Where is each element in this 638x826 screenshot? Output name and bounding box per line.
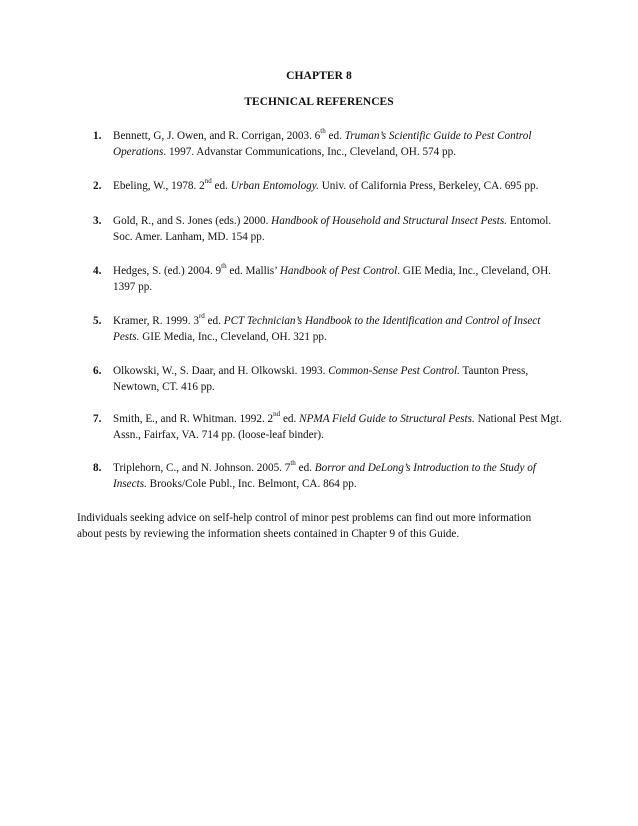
reference-item xyxy=(93,363,563,395)
reference-text: ed. xyxy=(211,180,231,192)
reference-text: ed. xyxy=(325,130,345,142)
reference-title: Truman’s Scientific Guide to Pest Control Operations xyxy=(113,130,532,158)
reference-item xyxy=(93,313,563,345)
reference-text: . 1997. Advanstar Communications, Inc., Cleveland, OH. 574 pp. xyxy=(163,146,457,158)
edition-suffix: nd xyxy=(273,410,281,419)
reference-item xyxy=(93,263,563,295)
reference-text: Entomol. Soc. Amer. Lanham, MD. 154 pp. xyxy=(113,215,552,243)
closing-paragraph: Individuals seeking advice on self-help control of minor pest problems can find out more information about pests by reviewing the information sheets contained in Chapter 9 of this Guide. xyxy=(77,512,532,540)
reference-number: 6. xyxy=(93,365,102,377)
reference-item xyxy=(93,178,563,194)
reference-number: 2. xyxy=(93,180,102,192)
reference-number: 3. xyxy=(93,215,102,227)
reference-title: PCT Technician’s Handbook to the Identification and Control of Insect Pests. xyxy=(113,315,541,343)
reference-text: . GIE Media, Inc., Cleveland, OH. 1397 pp. xyxy=(113,265,551,293)
reference-title: Common-Sense Pest Control. xyxy=(328,365,460,377)
reference-number: 4. xyxy=(93,265,102,277)
reference-title: NPMA Field Guide to Structural Pests. xyxy=(299,413,475,425)
reference-title: Handbook of Household and Structural Insect Pests. xyxy=(271,215,508,227)
reference-item xyxy=(93,128,563,160)
reference-item xyxy=(93,411,563,443)
page-title: TECHNICAL REFERENCES xyxy=(244,96,394,108)
reference-text: Olkowski, W., S. Daar, and H. Olkowski. 1993. xyxy=(113,365,326,377)
reference-text: Smith, E., and R. Whitman. 1992. 2 xyxy=(113,413,274,425)
reference-number: 1. xyxy=(93,130,102,142)
reference-text: Kramer, R. 1999. 3 xyxy=(113,315,199,327)
edition-suffix: th xyxy=(320,127,326,136)
chapter-heading: CHAPTER 8 xyxy=(286,70,352,82)
reference-text: National Pest Mgt. Assn., Fairfax, VA. 714 pp. (loose-leaf binder). xyxy=(113,413,562,441)
reference-text: Gold, R., and S. Jones (eds.) 2000. xyxy=(113,215,269,227)
reference-number: 8. xyxy=(93,462,102,474)
reference-text: GIE Media, Inc., Cleveland, OH. 321 pp. xyxy=(139,331,327,343)
reference-title: Handbook of Pest Control xyxy=(279,265,398,277)
reference-title: Urban Entomology. xyxy=(230,180,319,192)
reference-text: Hedges, S. (ed.) 2004. 9 xyxy=(113,265,222,277)
reference-item xyxy=(93,213,563,245)
reference-number: 7. xyxy=(93,413,102,425)
reference-text: Brooks/Cole Publ., Inc. Belmont, CA. 864 pp. xyxy=(146,478,357,490)
edition-suffix: rd xyxy=(198,312,205,321)
reference-item xyxy=(93,460,563,492)
reference-text: ed. xyxy=(204,315,224,327)
reference-text: ed. Mallis’ xyxy=(226,265,280,277)
edition-suffix: th xyxy=(290,459,296,468)
reference-text: Ebeling, W., 1978. 2 xyxy=(113,180,205,192)
reference-title: Borror and DeLong’s Introduction to the Study of Insects. xyxy=(113,462,536,490)
edition-suffix: nd xyxy=(204,177,212,186)
reference-text: Triplehorn, C., and N. Johnson. 2005. 7 xyxy=(113,462,291,474)
edition-suffix: th xyxy=(221,262,227,271)
reference-text: Taunton Press, Newtown, CT. 416 pp. xyxy=(113,365,529,393)
reference-text: ed. xyxy=(280,413,300,425)
reference-number: 5. xyxy=(93,315,102,327)
reference-text: Bennett, G, J. Owen, and R. Corrigan, 2003. 6 xyxy=(113,130,321,142)
reference-text: ed. xyxy=(295,462,315,474)
reference-text: Univ. of California Press, Berkeley, CA. 695 pp. xyxy=(318,180,539,192)
